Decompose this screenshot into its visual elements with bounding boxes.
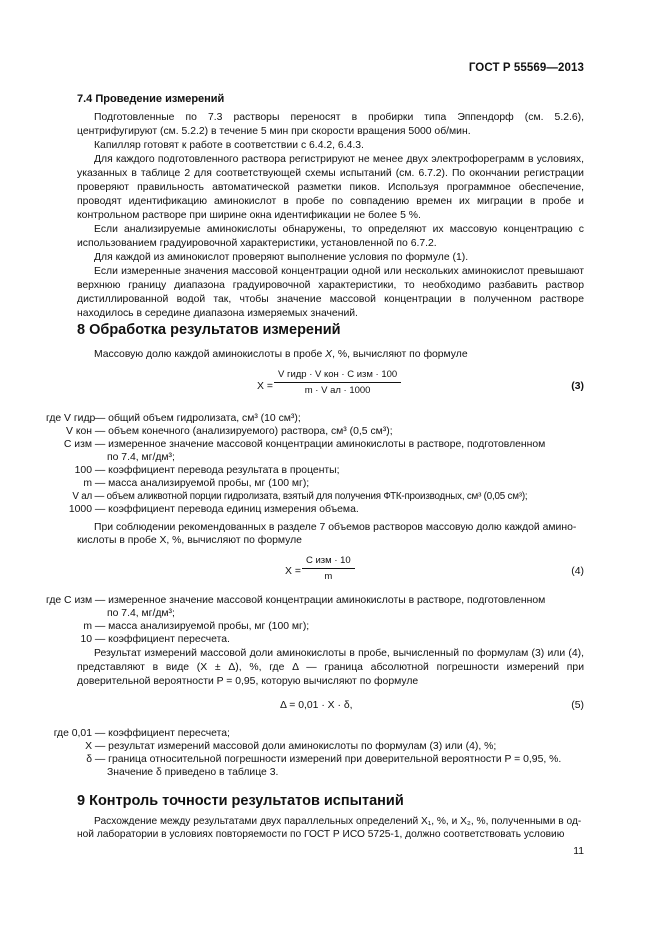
formula-3-number: (3) (571, 381, 584, 392)
paragraph: Для каждого подготовленного раствора регистрируют не менее двух электрофореграмм в условиях, указанных в таблице 2 для соответствующей схемы испытаний (см. 6.7.2). По окончании регистрации проверяют правильность автоматической разметки пиков. Используя программное обеспечение, проводят идентификацию аминокислот в пробе по совпадению времен их миграции в пробе и контрольном растворе при ширине окна идентификации не более 5 %. (77, 154, 584, 221)
paragraph: Если измеренные значения массовой концентрации одной или нескольких аминокислот превышают верхнюю границу диапазона градуировочной характеристики, то необходимо разбавить раствор дистиллированной водой так, чтобы значение массовой концентрации в полученном растворе находилось в середине диапазона измеряемых значений. (77, 266, 584, 319)
where-item: X — результат измерений массовой доли аминокислоты по формулам (3) или (4), %; (85, 741, 497, 752)
where-item: по 7.4, мг/дм³; (107, 452, 175, 463)
formula-4-number: (4) (571, 566, 584, 577)
result-paragraph: Результат измерений массовой доли аминокислоты в пробе, вычисленный по формулам (3) или (4), представляют в виде (X ± Δ), %, где Δ — граница абсолютной погрешности измерений при доверительной вероятности P = 0,95, которую вычисляют по формуле (77, 648, 584, 687)
where-list-4 (46, 594, 586, 646)
section-9-title: 9 Контроль точности результатов испытаний (77, 793, 404, 809)
where-item: где 0,01 — коэффициент пересчета; (53, 728, 230, 739)
where-item: где C изм — измеренное значение массовой концентрации аминокислоты в растворе, подготовленном (46, 595, 546, 606)
where-item: δ — граница относительной погрешности измерений при доверительной вероятности P = 0,95, %. (86, 754, 562, 765)
where-item: m — масса анализируемой пробы, мг (100 мг); (83, 621, 310, 632)
where-list-3 (46, 412, 586, 516)
where-item: 1000 — коэффициент перевода единиц измерения объема. (68, 504, 359, 515)
recommended-volumes-line-2: кислоты в пробе X, %, вычисляют по формуле (77, 535, 302, 546)
page-number: 11 (573, 846, 584, 857)
intro-tail: , %, вычисляют по формуле (332, 349, 468, 360)
paragraph: Для каждой из аминокислот проверяют выполнение условия по формуле (1). (94, 252, 469, 263)
section-8-intro (94, 348, 468, 361)
section-9-line-2: ной лаборатории в условиях повторяемости по ГОСТ Р ИСО 5725-1, должно соответствовать условию (77, 829, 565, 840)
where-item: по 7.4, мг/дм³; (107, 608, 175, 619)
formula-5: Δ = 0,01 · X · δ, (280, 700, 353, 711)
recommended-volumes-line-1: При соблюдении рекомендованных в разделе 7 объемов растворов массовую долю каждой амино- (94, 522, 577, 533)
paragraph: Если анализируемые аминокислоты обнаружены, то определяют их массовую концентрацию с использованием градуировочной характеристики, установленной по 6.7.2. (77, 224, 584, 249)
standard-header: ГОСТ Р 55569—2013 (468, 62, 584, 74)
section-8-title: 8 Обработка результатов измерений (77, 322, 341, 338)
paragraph: Подготовленные по 7.3 растворы переносят в пробирки типа Эппендорф (см. 5.2.6), центрифугируют (см. 5.2.2) в течение 5 мин при скорости вращения 5000 об/мин. (77, 112, 584, 137)
formula-3-fraction (274, 369, 401, 396)
formula-3-denominator: m · V ал · 1000 (304, 385, 371, 396)
where-item: Значение δ приведено в таблице 3. (107, 767, 279, 778)
formula-4-numerator: C изм · 10 (302, 555, 355, 569)
where-item: C изм — измеренное значение массовой концентрации аминокислоты в растворе, подготовленном (63, 439, 546, 450)
formula-3-numerator: V гидр · V кон · C изм · 100 (274, 369, 401, 383)
where-item: V кон — объем конечного (анализируемого) раствора, см³ (0,5 см³); (66, 426, 393, 437)
formula-5-number: (5) (571, 700, 584, 711)
formula-3-lhs: X = (257, 381, 273, 392)
where-item: m — масса анализируемой пробы, мг (100 мг); (83, 478, 310, 489)
where-list-5 (46, 727, 586, 779)
formula-4-fraction (302, 555, 355, 582)
where-item: 100 — коэффициент перевода результата в проценты; (74, 465, 340, 476)
section-7-4-body (77, 111, 584, 321)
where-item: 10 — коэффициент пересчета. (80, 634, 230, 645)
formula-4-lhs: X = (285, 566, 301, 577)
where-item: V ал — объем аликвотной порции гидролизата, взятый для получения ФТК-производных, см³ (0,05 см³); (72, 491, 528, 502)
section-7-4-title: 7.4 Проведение измерений (77, 93, 225, 105)
formula-4-denominator: m (324, 571, 333, 582)
where-item: где V гидр — общий объем гидролизата, см³ (10 см³); (46, 413, 301, 424)
intro-var: X (325, 349, 333, 360)
intro-text: Массовую долю каждой аминокислоты в пробе (94, 349, 323, 360)
section-9-line-1: Расхождение между результатами двух параллельных определений X₁, %, и X₂, %, полученными в од- (94, 816, 582, 827)
paragraph: Капилляр готовят к работе в соответствии с 6.4.2, 6.4.3. (94, 140, 364, 151)
